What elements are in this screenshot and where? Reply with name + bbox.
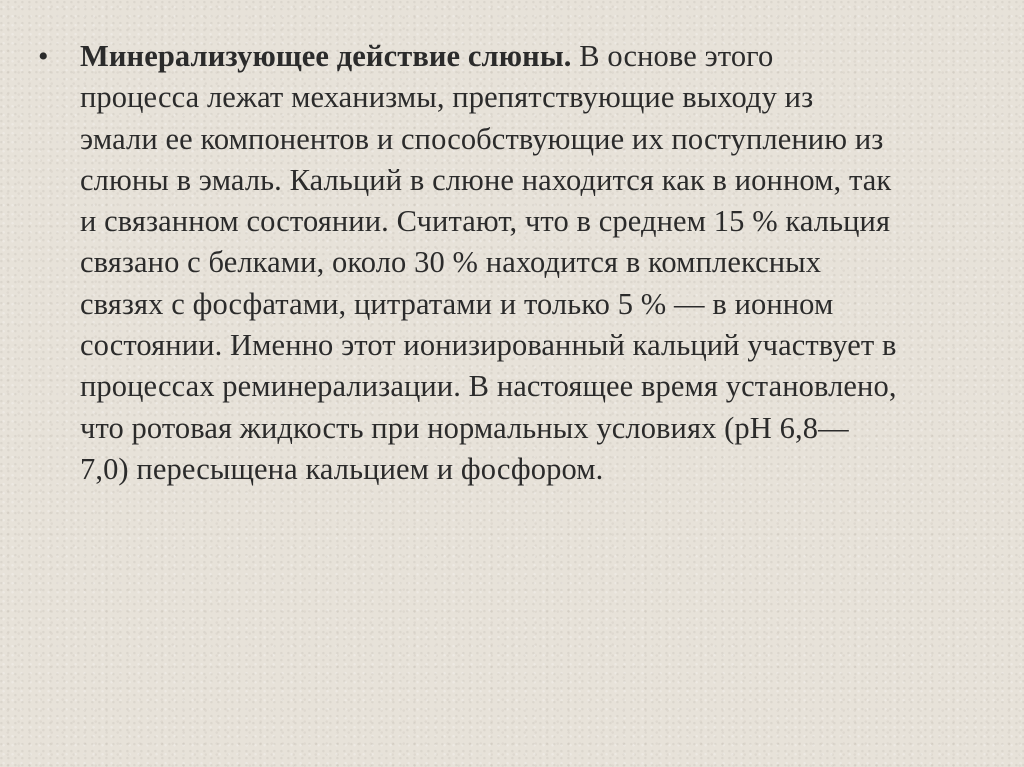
paragraph-line-6: связано с белками, около 30 % находится в комплексных [80, 245, 822, 280]
paragraph-line-10: что ротовая жидкость при нормальных условиях (рН 6,8— [80, 410, 849, 445]
paragraph-line-11: 7,0) пересыщена кальцием и фосфором. [80, 451, 604, 486]
paragraph-line-4: слюны в эмаль. Кальций в слюне находится как в ионном, так [80, 162, 892, 197]
paragraph-line-9: процессах реминерализации. В настоящее время установлено, [80, 369, 897, 404]
paragraph-line-7: связях с фосфатами, цитратами и только 5 % — в ионном [80, 286, 834, 321]
paragraph-line-8: состоянии. Именно этот ионизированный кальций участвует в [80, 328, 897, 363]
paragraph-line-1-text: В основе этого [571, 39, 774, 73]
paragraph-heading: Минерализующее действие слюны. [80, 39, 572, 73]
paragraph-line-3: эмали ее компонентов и способствующие их поступлению из [80, 121, 884, 156]
paragraph-text [80, 36, 996, 490]
paragraph-line-1 [80, 36, 996, 77]
bullet-paragraph [36, 36, 996, 490]
paragraph-line-2: процесса лежат механизмы, препятствующие выходу из [80, 80, 814, 115]
paragraph-line-5: и связанном состоянии. Считают, что в среднем 15 % кальция [80, 204, 891, 239]
bullet-point: • [38, 40, 49, 73]
